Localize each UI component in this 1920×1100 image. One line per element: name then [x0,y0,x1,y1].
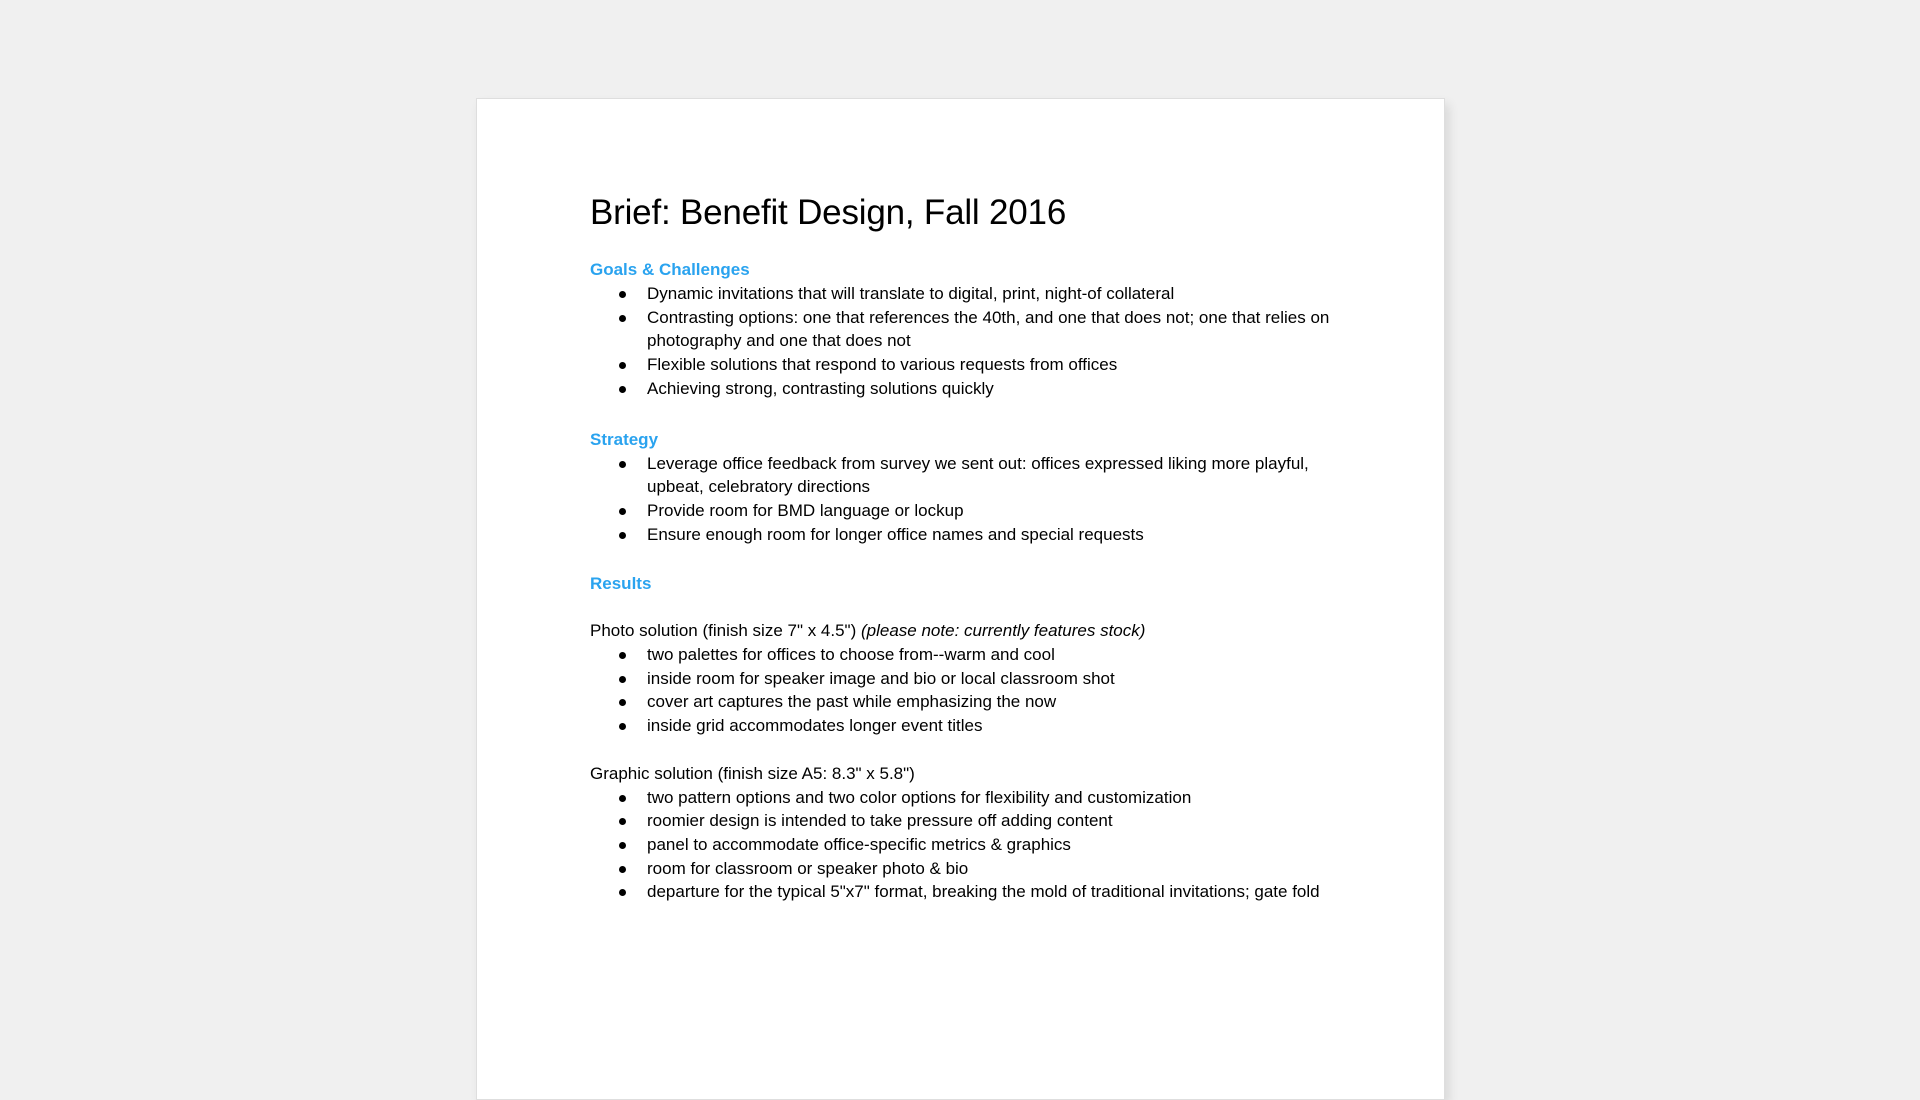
bullet-icon [619,723,626,730]
list-item-text: Flexible solutions that respond to various requests from offices [647,355,1118,375]
bullet-icon [619,676,626,683]
list-item [590,667,1330,691]
results-heading: Results [590,574,652,594]
list-item-text: two palettes for offices to choose from--warm and cool [647,645,1055,665]
bullet-icon [619,889,626,896]
bullet-icon [619,532,626,539]
list-item [590,833,1330,857]
bullet-icon [619,866,626,873]
list-item [590,452,1330,499]
list-item-text: panel to accommodate office-specific metrics & graphics [647,834,1071,854]
bullet-icon [619,315,626,322]
list-item [590,880,1330,904]
bullet-icon [619,386,626,393]
list-item [590,714,1330,738]
list-item-text: Achieving strong, contrasting solutions quickly [647,378,994,398]
list-item-text: Contrasting options: one that references the 40th, and one that does not; one that relies on photography and one that does not [647,307,1330,351]
list-item-text: departure for the typical 5"x7" format, breaking the mold of traditional invitations; gate fold [647,882,1320,902]
list-item [590,857,1330,881]
photo-solution-intro [590,619,1330,643]
photo-solution-note: (please note: currently features stock) [861,621,1146,641]
bullet-icon [619,842,626,849]
goals-list [590,282,1330,401]
list-item-text: inside room for speaker image and bio or local classroom shot [647,668,1115,688]
bullet-icon [619,652,626,659]
list-item [590,377,1330,401]
document-page [476,98,1445,1100]
list-item-text: Leverage office feedback from survey we sent out: offices expressed liking more playful, upbeat, celebratory directions [647,453,1309,497]
bullet-icon [619,461,626,468]
list-item [590,499,1330,523]
graphic-solution-intro: Graphic solution (finish size A5: 8.3" x 5.8") [590,763,915,783]
bullet-icon [619,362,626,369]
bullet-icon [619,699,626,706]
graphic-solution-list [590,786,1330,905]
photo-solution-list [590,643,1330,738]
list-item-text: cover art captures the past while emphasizing the now [647,692,1057,712]
photo-solution-label: Photo solution (finish size 7" x 4.5") [590,621,857,641]
document-content [590,191,1330,904]
list-item [590,690,1330,714]
list-item [590,809,1330,833]
document-title: Brief: Benefit Design, Fall 2016 [590,193,1067,232]
list-item-text: Provide room for BMD language or lockup [647,500,964,520]
list-item [590,306,1330,353]
list-item-text: roomier design is intended to take pressure off adding content [647,811,1113,831]
list-item-text: inside grid accommodates longer event titles [647,716,983,736]
list-item [590,643,1330,667]
list-item [590,523,1330,547]
list-item-text: room for classroom or speaker photo & bio [647,858,969,878]
strategy-heading: Strategy [590,429,659,449]
list-item-text: Ensure enough room for longer office names and special requests [647,524,1144,544]
list-item-text: Dynamic invitations that will translate to digital, print, night-of collateral [647,284,1175,303]
bullet-icon [619,795,626,802]
list-item-text: two pattern options and two color options for flexibility and customization [647,787,1192,807]
goals-heading: Goals & Challenges [590,260,750,279]
bullet-icon [619,291,626,298]
list-item [590,786,1330,810]
bullet-icon [619,508,626,515]
list-item [590,353,1330,377]
strategy-list [590,452,1330,547]
list-item [590,282,1330,306]
bullet-icon [619,818,626,825]
